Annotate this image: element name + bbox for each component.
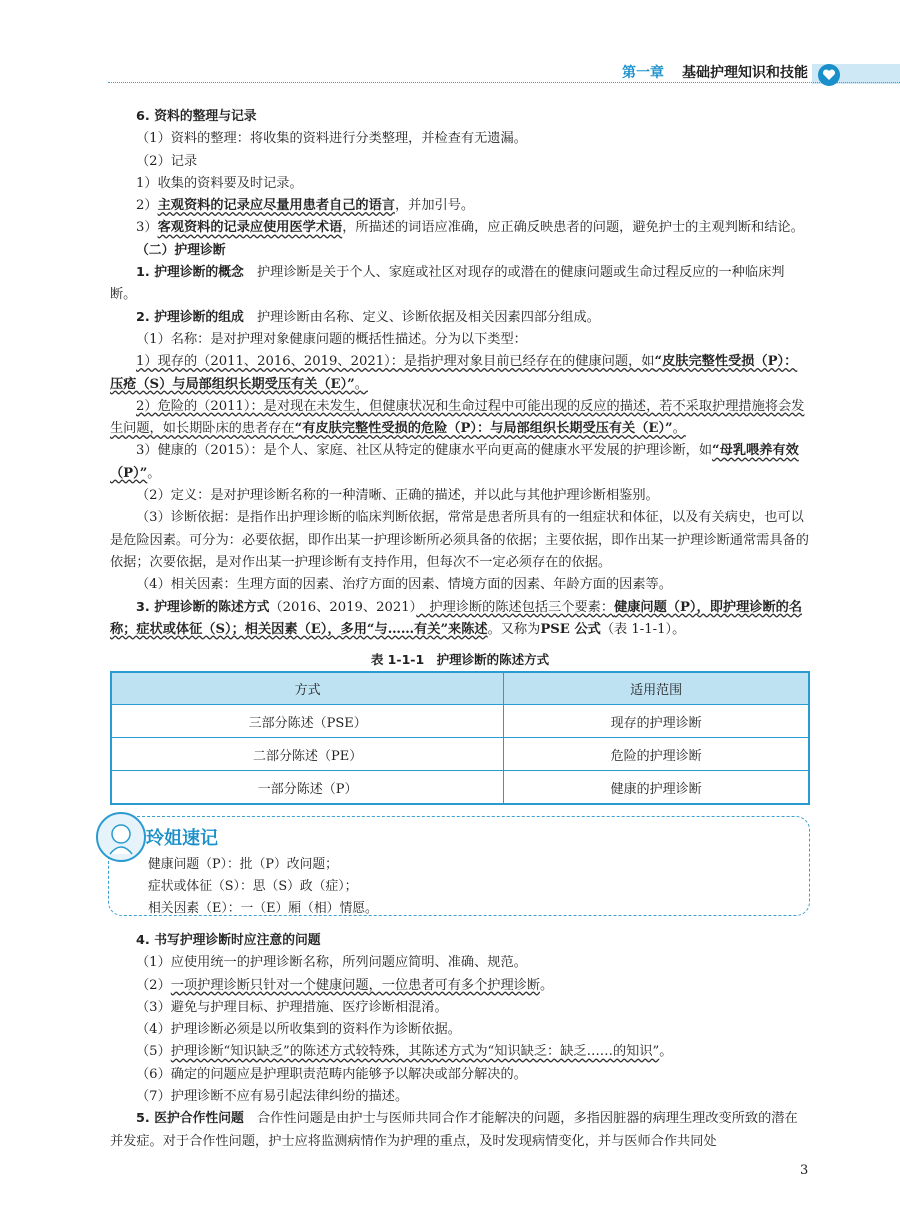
text: 。 [659,1044,673,1060]
subheading: 2. 护理诊断的组成 [136,309,244,325]
section-title: （二）护理诊断 [136,242,226,258]
section-6-title: 6. 资料的整理与记录 [136,109,257,124]
paragraph: （1）名称：是对护理对象健康问题的概括性描述。分为以下类型： [136,331,527,347]
chapter-title: 基础护理知识和技能 [682,65,808,81]
emphasis: “皮肤完整性受损（P）：压疮（S）与局部组织长期受压有关（E）” [110,354,798,392]
heart-icon [818,64,840,86]
table-cell: 危险的护理诊断 [504,738,809,771]
table-cell: 现存的护理诊断 [504,705,809,738]
paragraph: 1）收集的资料要及时记录。 [136,175,303,191]
paragraph: （2）记录 [136,153,198,169]
emphasis: 一项护理诊断只针对一个健康问题，一位患者可有多个护理诊断 [170,977,541,993]
table-row [111,738,809,771]
emphasis: 主观资料的记录应尽量用患者自己的语言 [157,198,395,214]
body-lower [110,930,810,1153]
paragraph: （2）定义：是对护理诊断名称的一种清晰、正确的描述，并以此与其他护理诊断相鉴别。 [136,488,659,504]
text: 3）健康的（2015）：是个人、家庭、社区从特定的健康水平向更高的健康水平发展的护理诊断，如 [136,443,713,459]
emphasis: 护理诊断“知识缺乏”的陈述方式较特殊，其陈述方式为“知识缺乏：缺乏……的知识” [170,1044,660,1060]
paragraph: （3）避免与护理目标、护理措施、医疗诊断相混淆。 [136,999,448,1015]
emphasis: 健康问题（P），即护理诊断的名称；症状或体征（S）；相关因素（E），多用“与……有关”来陈述 [110,599,803,637]
text: 护理诊断由名称、定义、诊断依据及相关因素四部分组成。 [243,309,600,325]
emphasis: “母乳喂养有效（P）” [110,443,799,481]
memo-line: 健康问题（P）：批（P）改问题； [148,857,338,872]
table-header: 方式 [111,672,504,705]
paragraph [110,307,810,329]
text: （2016、2019、2021） [269,599,417,615]
text: （表 1-1-1）。 [600,621,686,637]
paragraph: （4）相关因素：生理方面的因素、治疗方面的因素、情境方面的因素、年龄方面的因素等。 [136,577,672,593]
table-cell: 二部分陈述（PE） [111,738,504,771]
text: 护理诊断的陈述包括三个要素： [416,599,615,615]
statement-table [110,671,810,805]
text: 3） [136,220,158,236]
paragraph [110,975,810,997]
table-header: 适用范围 [504,672,809,705]
memo-lines [148,854,378,920]
paragraph [110,1108,810,1153]
table-row [111,771,809,805]
text: 。 [147,465,161,481]
text: 。 [672,421,686,437]
text: （2） [136,977,171,993]
paragraph [110,597,810,642]
paragraph [110,195,810,217]
text: 2）危险的（2011）：是对现在未发生，但健康状况和生命过程中可能出现的反应的描述，若不采取护理措施将会发生问题，如长期卧床的患者存在 [110,398,805,437]
text: 。又称为 [487,621,541,637]
header-rule [108,82,900,83]
chapter-label: 第一章 [622,65,664,81]
text: 合作性问题是由护士与医师共同合作才能解决的问题，多指因脏器的病理生理改变所致的潜在并发症。对于合作性问题，护士应将监测病情作为护理的重点，及时发现病情变化，并与医师合作共同处 [110,1111,798,1149]
subheading: 1. 护理诊断的概念 [136,265,244,281]
emphasis: “有皮肤完整性受损的危险（P）：与局部组织长期受压有关（E）” [294,421,673,437]
table-cell: 健康的护理诊断 [504,771,809,805]
table-row [111,705,809,738]
text: 2） [136,198,158,214]
table-cell: 三部分陈述（PSE） [111,705,504,738]
text: 1）现存的（2011、2016、2019、2021）：是指护理对象目前已经存在的健康问题，如 [136,354,655,370]
text: ，并加引号。 [394,198,475,214]
paragraph: （7）护理诊断不应有易引起法律纠纷的描述。 [136,1089,409,1105]
text: ，所描述的词语应准确，应正确反映患者的问题，避免护士的主观判断和结论。 [342,220,804,236]
memo-line: 症状或体征（S）：思（S）政（症）； [148,879,358,894]
paragraph: （6）确定的问题应是护理职责范畴内能够予以解决或部分解决的。 [136,1066,527,1082]
table-caption: 表 1-1-1 护理诊断的陈述方式 [370,652,550,667]
text: 。 [540,977,554,993]
paragraph [110,217,810,239]
paragraph [110,351,810,396]
table-header-row [111,672,809,705]
paragraph: （4）护理诊断必须是以所收集到的资料作为诊断依据。 [136,1022,461,1038]
subheading: 5. 医护合作性问题 [136,1111,244,1127]
paragraph [110,396,810,441]
text: 。 [354,376,368,392]
memo-title: 玲姐速记 [146,828,218,849]
section-4-title: 4. 书写护理诊断时应注意的问题 [136,933,321,948]
paragraph: （1）资料的整理：将收集的资料进行分类整理，并检查有无遗漏。 [136,131,527,147]
subheading: 3. 护理诊断的陈述方式 [136,599,270,615]
emphasis: PSE 公式 [540,621,601,637]
emphasis: 客观资料的记录应使用医学术语 [157,220,343,236]
paragraph [110,440,810,485]
paragraph: （3）诊断依据：是指作出护理诊断的临床判断依据，常常是患者所具有的一组症状和体征，以及有关病史，也可以是危险因素。可分为：必要依据，即作出某一护理诊断所必须具备的依据；主要依据，即作出某一护理诊断通常需具备的依据；次要依据，是对作出某一护理诊断有支持作用，但每次不一定必须存在的依据。 [110,510,809,570]
text: 护理诊断是关于个人、家庭或社区对现存的或潜在的健康问题或生命过程反应的一种临床判断。 [110,265,785,303]
avatar [96,812,146,862]
table-cell: 一部分陈述（P） [111,771,504,805]
body-upper [110,106,810,641]
text: （5） [136,1044,171,1060]
memo-line: 相关因素（E）：一（E）厢（相）情愿。 [148,901,378,916]
running-header [622,62,808,82]
page-number: 3 [800,1163,809,1178]
paragraph [110,262,810,307]
paragraph: （1）应使用统一的护理诊断名称，所列问题应简明、准确、规范。 [136,955,527,971]
paragraph [110,1041,810,1063]
